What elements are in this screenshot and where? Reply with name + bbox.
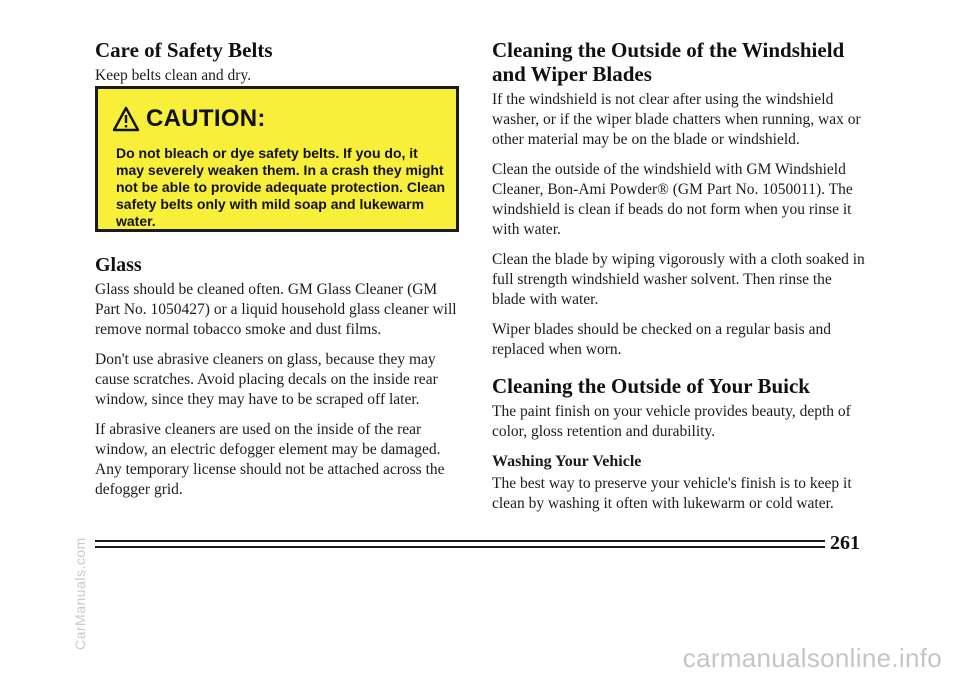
buick-paragraph-1: The paint finish on your vehicle provides beauty, depth of color, gloss retention and durability. <box>492 403 851 440</box>
glass-paragraph-1: Glass should be cleaned often. GM Glass Cleaner (GM Part No. 1050427) or a liquid household glass cleaner will remove normal tobacco smoke and dust films. <box>95 281 457 338</box>
windshield-paragraph-4: Wiper blades should be checked on a regular basis and replaced when worn. <box>492 321 831 358</box>
warning-triangle-icon <box>112 106 140 132</box>
glass-paragraph-3: If abrasive cleaners are used on the inside of the rear window, an electric defogger element may be damaged. Any temporary license should not be attached across the defogger grid. <box>95 421 445 498</box>
glass-heading: Glass <box>95 254 142 276</box>
care-heading: Care of Safety Belts <box>95 38 273 62</box>
windshield-paragraph-3: Clean the blade by wiping vigorously with a cloth soaked in full strength windshield washer solvent. Then rinse the blade with water. <box>492 251 865 308</box>
caution-body: Do not bleach or dye safety belts. If you do, it may severely weaken them. In a crash they might not be able to provide adequate protection. Clean safety belts only with mild soap and lukewarm water. <box>116 145 446 229</box>
windshield-paragraph-1: If the windshield is not clear after using the windshield washer, or if the wiper blade chatters when running, wax or other material may be on the blade or windshield. <box>492 91 861 148</box>
caution-box <box>95 86 459 232</box>
caution-title: CAUTION: <box>146 105 266 132</box>
side-watermark: CarManuals.com <box>72 537 88 650</box>
windshield-heading: Cleaning the Outside of the Windshield and Wiper Blades <box>492 38 845 86</box>
buick-heading: Cleaning the Outside of Your Buick <box>492 374 810 398</box>
footer-rule-top <box>95 540 825 542</box>
right-column <box>492 38 868 524</box>
caution-header <box>112 105 266 133</box>
windshield-paragraph-2: Clean the outside of the windshield with GM Windshield Cleaner, Bon-Ami Powder® (GM Part No. 1050011). The windshield is clean if beads do not form when you rinse it with water. <box>492 161 853 238</box>
bottom-watermark: carmanualsonline.info <box>682 643 942 673</box>
washing-paragraph-1: The best way to preserve your vehicle's finish is to keep it clean by washing it often with lukewarm or cold water. <box>492 475 852 512</box>
page-number: 261 <box>830 532 860 554</box>
washing-heading: Washing Your Vehicle <box>492 453 642 470</box>
glass-section <box>95 254 463 510</box>
care-text: Keep belts clean and dry. <box>95 67 252 84</box>
glass-paragraph-2: Don't use abrasive cleaners on glass, because they may cause scratches. Avoid placing decals on the inside rear window, since they may have to be scraped off later. <box>95 351 438 408</box>
footer-rule-bottom <box>95 546 825 548</box>
